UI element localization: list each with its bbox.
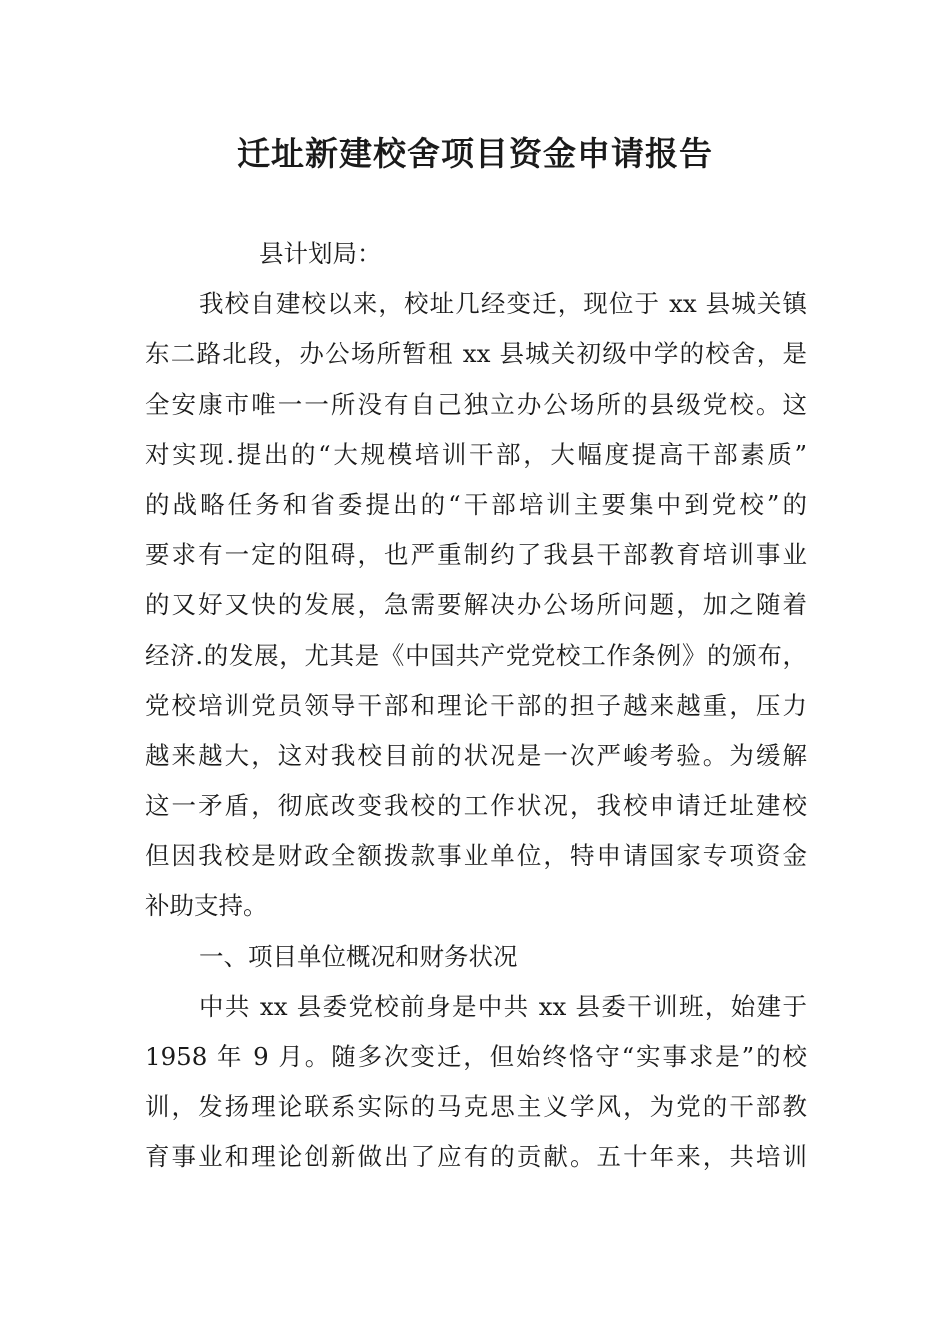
paragraph-line: 的又好又快的发展，急需要解决办公场所问题，加之随着 [145, 590, 807, 620]
paragraph-line: 越来越大，这对我校目前的状况是一次严峻考验。为缓解 [145, 740, 807, 770]
document-title: 迁址新建校舍项目资金申请报告 [237, 134, 713, 173]
paragraph-line: 经济.的发展，尤其是《中国共产党党校工作条例》的颁布， [145, 640, 807, 670]
paragraph-line: 育事业和理论创新做出了应有的贡献。五十年来，共培训 [145, 1142, 807, 1172]
paragraph-line: 党校培训党员领导干部和理论干部的担子越来越重，压力 [145, 690, 807, 720]
document-body [145, 229, 807, 1183]
paragraph-line: 对实现.提出的“大规模培训干部，大幅度提高干部素质” [145, 439, 807, 469]
paragraph-line: 我校自建校以来，校址几经变迁，现位于 xx 县城关镇 [199, 289, 807, 319]
section-heading: 一、项目单位概况和财务状况 [199, 941, 518, 971]
paragraph-line: 的战略任务和省委提出的“干部培训主要集中到党校”的 [145, 489, 807, 519]
paragraph-line: 训，发扬理论联系实际的马克思主义学风，为党的干部教 [145, 1092, 807, 1122]
paragraph-line: 要求有一定的阻碍，也严重制约了我县干部教育培训事业 [145, 540, 807, 570]
paragraph-line: 1958 年 9 月。随多次变迁，但始终恪守“实事求是”的校 [145, 1042, 807, 1071]
paragraph-line: 这一矛盾，彻底改变我校的工作状况，我校申请迁址建校 [145, 791, 807, 821]
paragraph-line: 全安康市唯一一所没有自己独立办公场所的县级党校。这 [145, 389, 807, 419]
salutation-line: 县计划局： [259, 239, 382, 268]
paragraph-line: 东二路北段，办公场所暂租 xx 县城关初级中学的校舍，是 [145, 339, 807, 369]
paragraph-line: 补助支持。 [145, 891, 268, 921]
paragraph-line: 中共 xx 县委党校前身是中共 xx 县委干训班，始建于 [199, 991, 807, 1021]
paragraph-line: 但因我校是财政全额拨款事业单位，特申请国家专项资金 [145, 841, 807, 871]
